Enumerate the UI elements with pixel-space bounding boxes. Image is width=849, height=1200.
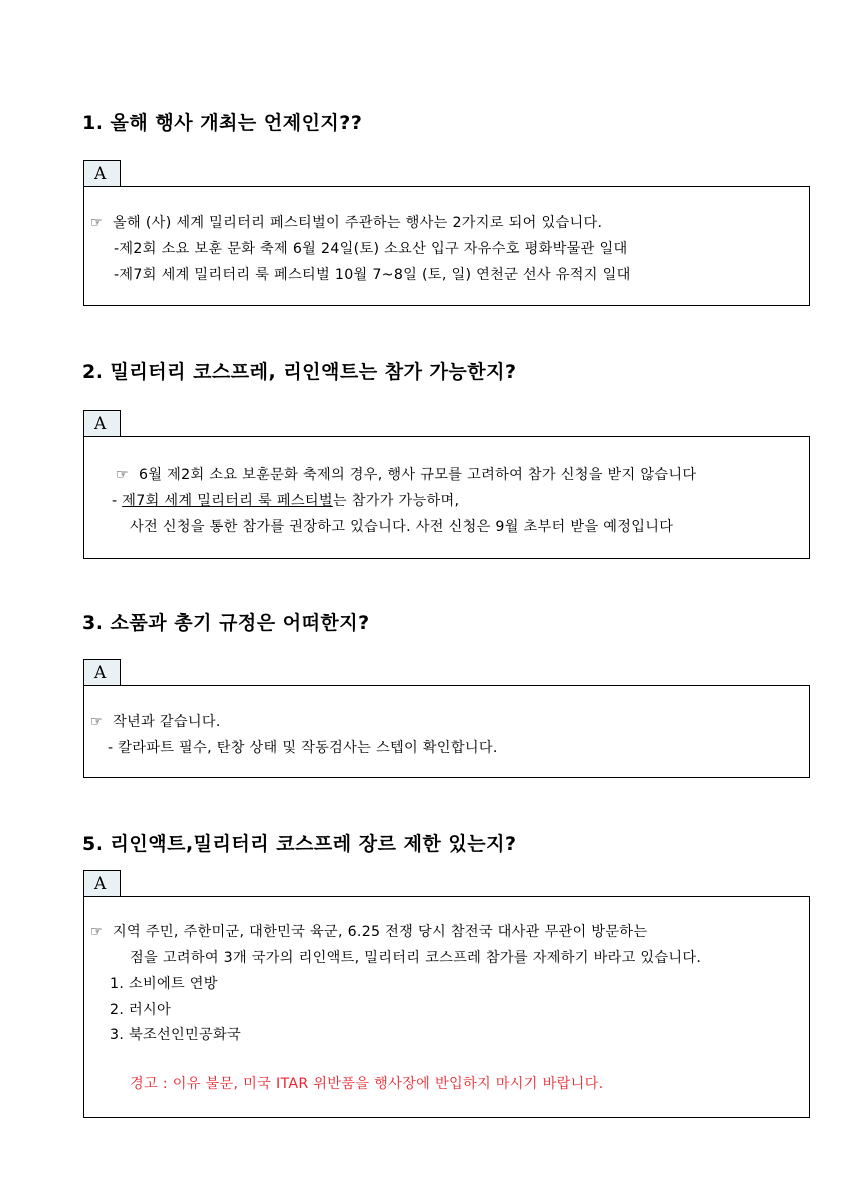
festival-name-underlined: 제7회 세계 밀리터리 룩 페스티벌: [122, 493, 333, 509]
excluded-country-1: 1. 소비에트 연방: [110, 976, 218, 992]
itar-warning: 경고 : 이유 불문, 미국 ITAR 위반품을 행사장에 반입하지 마시기 바랍니다.: [130, 1076, 604, 1092]
answer-1-line-1: ☞ 올해 (사) 세계 밀리터리 페스티벌이 주관하는 행사는 2가지로 되어 있습니다.: [90, 215, 603, 231]
answer-1-line-2: -제2회 소요 보훈 문화 축제 6월 24일(토) 소요산 입구 자유수호 평화박물관 일대: [114, 241, 628, 257]
answer-box-5: [83, 896, 810, 1118]
answer-2-line-3: 사전 신청을 통한 참가를 권장하고 있습니다. 사전 신청은 9월 초부터 받을 예정입니다: [130, 519, 674, 535]
excluded-country-2: 2. 러시아: [110, 1002, 171, 1018]
pointing-hand-icon: ☞: [116, 467, 130, 483]
pointing-hand-icon: ☞: [90, 215, 104, 231]
answer-tab-3: A: [83, 659, 121, 686]
answer-5-line-1: ☞ 지역 주민, 주한미군, 대한민국 육군, 6.25 전쟁 당시 참전국 대사관 무관이 방문하는: [90, 924, 648, 940]
answer-3-line-2: - 칼라파트 필수, 탄창 상태 및 작동검사는 스텝이 확인합니다.: [108, 740, 498, 756]
answer-box-3: [83, 685, 810, 778]
question-5-title: 5. 리인액트,밀리터리 코스프레 장르 제한 있는지?: [82, 833, 517, 855]
excluded-country-3: 3. 북조선인민공화국: [110, 1027, 241, 1043]
pointing-hand-icon: ☞: [90, 924, 104, 940]
answer-tab-5: A: [83, 870, 121, 897]
answer-2-line-1: ☞ 6월 제2회 소요 보훈문화 축제의 경우, 행사 규모를 고려하여 참가 신청을 받지 않습니다: [116, 467, 697, 483]
pointing-hand-icon: ☞: [90, 714, 104, 730]
answer-tab-2: A: [83, 410, 121, 437]
answer-1-line-3: -제7회 세계 밀리터리 룩 페스티벌 10월 7~8일 (토, 일) 연천군 선사 유적지 일대: [114, 267, 631, 283]
question-3-title: 3. 소품과 총기 규정은 어떠한지?: [82, 612, 370, 634]
answer-2-line-2: - 제7회 세계 밀리터리 룩 페스티벌는 참가가 가능하며,: [112, 493, 460, 509]
answer-box-2: [83, 436, 810, 559]
answer-tab-1: A: [83, 160, 121, 187]
question-1-title: 1. 올해 행사 개최는 언제인지??: [82, 112, 363, 134]
answer-box-1: [83, 186, 810, 306]
question-2-title: 2. 밀리터리 코스프레, 리인액트는 참가 가능한지?: [82, 361, 517, 383]
answer-5-line-2: 점을 고려하여 3개 국가의 리인액트, 밀리터리 코스프레 참가를 자제하기 바라고 있습니다.: [130, 950, 702, 966]
answer-3-line-1: ☞ 작년과 같습니다.: [90, 714, 221, 730]
